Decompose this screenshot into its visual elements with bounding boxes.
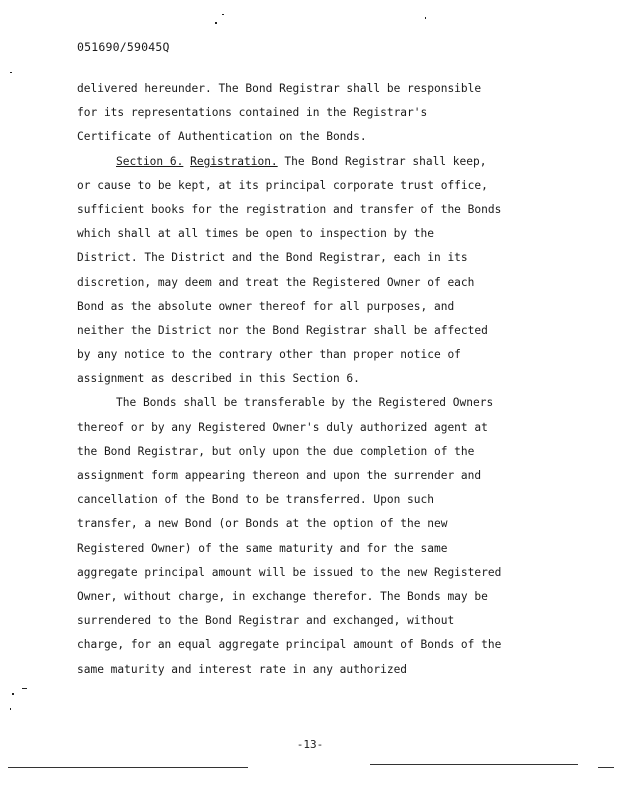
scan-rule-right (370, 764, 578, 765)
section-heading-line (77, 153, 547, 177)
text-line: or cause to be kept, at its principal corporate trust office, (77, 178, 488, 192)
text-line: delivered hereunder. The Bond Registrar shall be responsible (77, 82, 482, 95)
scan-speck (425, 17, 426, 19)
text-line: sufficient books for the registration and transfer of the Bonds (77, 202, 502, 216)
text-line: assignment form appearing thereon and upon the surrender and (77, 469, 482, 482)
text-line: surrendered to the Bond Registrar and exchanged, without (77, 614, 455, 628)
scan-speck (22, 688, 27, 689)
text-line: transfer, a new Bond (or Bonds at the option of the new (77, 517, 448, 531)
section-line-text: The Bond Registrar shall keep, (277, 154, 487, 168)
text-line: aggregate principal amount will be issued to the new Registered (77, 565, 502, 579)
scan-speck (10, 708, 11, 710)
text-line: which shall at all times be open to inspection by the (77, 227, 434, 241)
text-line: Registered Owner) of the same maturity and for the same (77, 541, 448, 555)
section-title: Registration. (190, 154, 278, 168)
text-line: District. The District and the Bond Registrar, each in its (77, 251, 468, 265)
scan-speck (12, 693, 14, 695)
text-line: by any notice to the contrary other than proper notice of (77, 348, 461, 362)
text-line: Certificate of Authentication on the Bonds. (77, 130, 367, 144)
section-reference: Section 6. (116, 154, 184, 168)
page-number: -13- (296, 738, 324, 751)
text-line: Bond as the absolute owner thereof for all purposes, and (77, 299, 455, 313)
scan-rule-edge (598, 767, 614, 768)
body-text (77, 80, 547, 685)
text-line: discretion, may deem and treat the Registered Owner of each (77, 275, 475, 289)
paragraph-first-line: The Bonds shall be transferable by the Registered Owners (116, 396, 494, 410)
text-line: thereof or by any Registered Owner's duly authorized agent at (77, 420, 488, 434)
text-line: assignment as described in this Section 6. (77, 372, 360, 386)
text-line: cancellation of the Bond to be transferred. Upon such (77, 493, 434, 507)
scan-speck (10, 72, 12, 73)
scan-rule-left (8, 767, 248, 768)
text-line: for its representations contained in the Registrar's (77, 106, 428, 120)
text-line: same maturity and interest rate in any authorized (77, 662, 408, 676)
text-line: charge, for an equal aggregate principal amount of Bonds of the (77, 638, 502, 652)
scan-speck (222, 14, 224, 15)
scan-speck (215, 22, 217, 24)
document-id: 051690/59045Q (77, 40, 170, 54)
text-line: Owner, without charge, in exchange therefor. The Bonds may be (77, 589, 488, 603)
text-line: the Bond Registrar, but only upon the due completion of the (77, 444, 475, 458)
text-line: neither the District nor the Bond Registrar shall be affected (77, 323, 488, 337)
